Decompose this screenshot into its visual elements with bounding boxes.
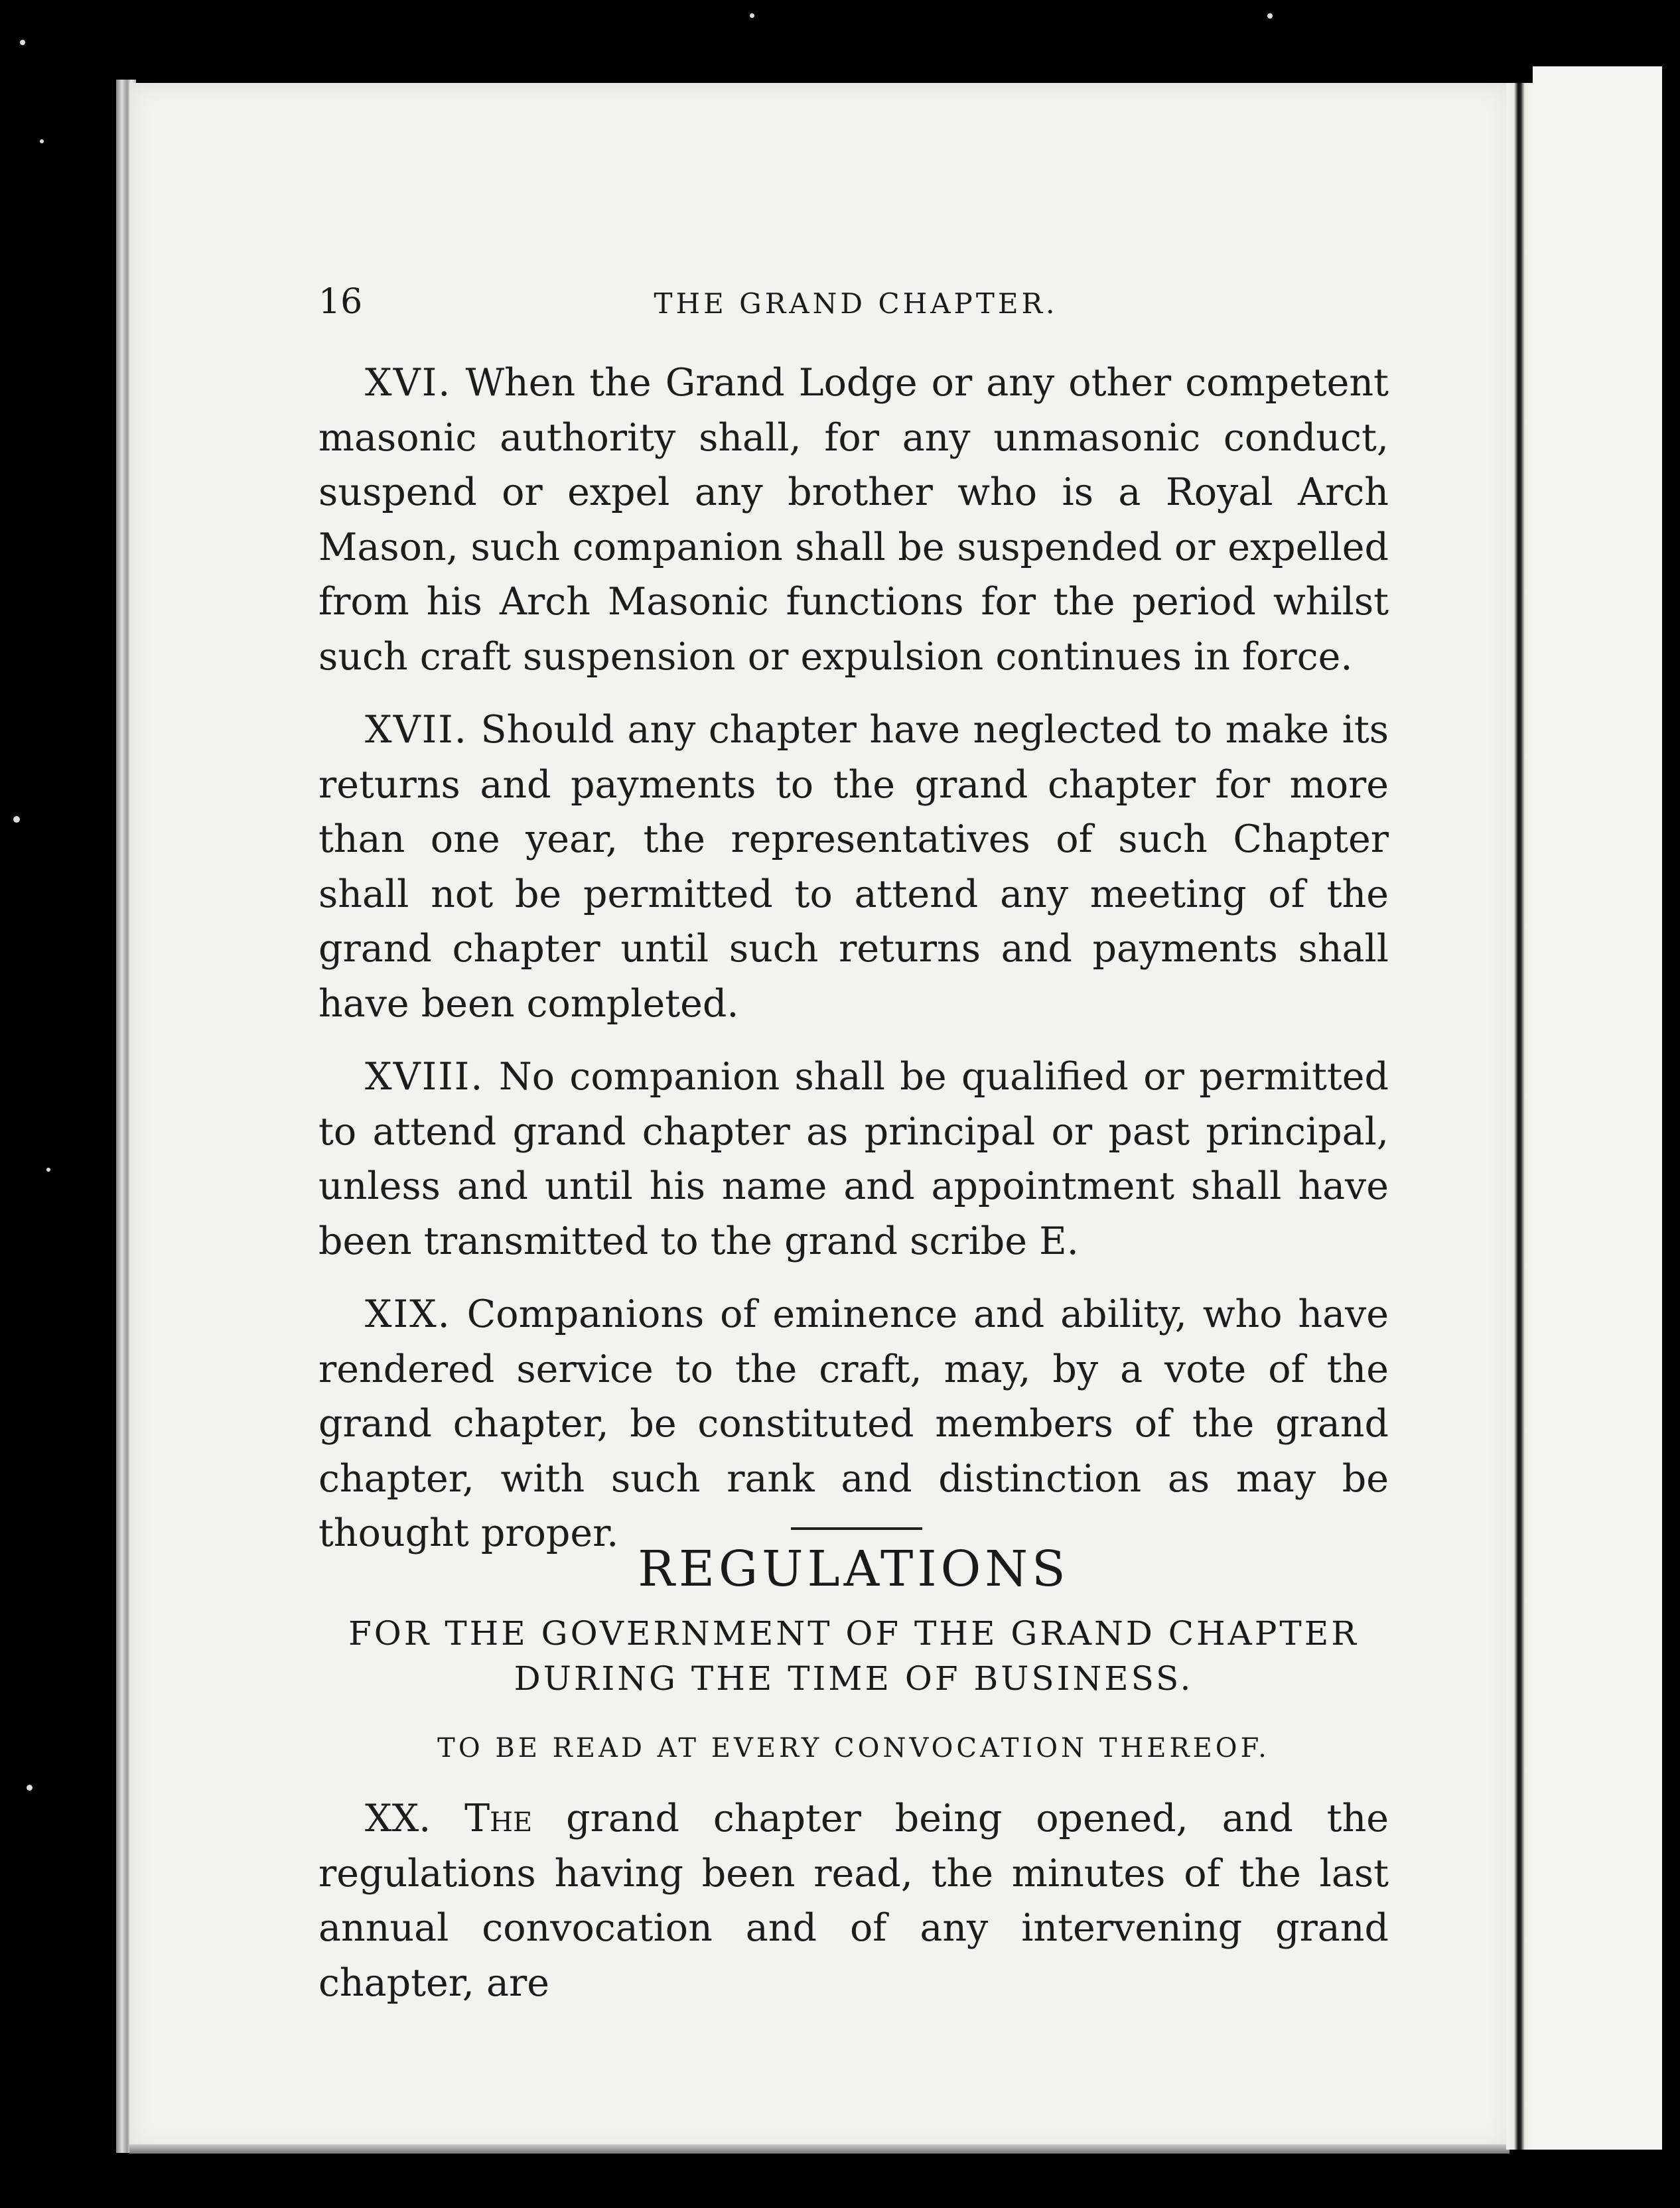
article-text: Should any chapter have neglected to make its returns and payments to the grand chapter for more than one year, the representatives of such Chapter shall not be permitted to attend any meeting of the grand chapter until such returns and payments shall have been completed. — [318, 708, 1389, 1026]
regulations-note: TO BE READ AT EVERY CONVOCATION THEREOF. — [437, 1733, 1270, 1763]
scan-speck — [46, 1168, 50, 1172]
scan-speck — [750, 13, 754, 18]
article-paragraph — [318, 356, 1389, 684]
scan-speck — [13, 816, 20, 823]
article-number: XVI. — [365, 361, 452, 405]
article-paragraph — [318, 1287, 1389, 1561]
scan-speck — [27, 1785, 33, 1791]
scan-speck — [1267, 13, 1273, 19]
article-text: When the Grand Lodge or any other competent masonic authority shall, for any unmasonic conduct, suspend or expel any brother who is a Royal Arch Mason, such companion shall be suspended or expelled from his Arch Masonic functions for the period whilst such craft suspension or expulsion continues in force. — [318, 361, 1389, 679]
article-number: XX. — [365, 1797, 431, 1840]
page-number: 16 — [318, 282, 363, 322]
scan-speck — [40, 139, 44, 143]
article-number: XVIII. — [365, 1055, 484, 1099]
scan-speck — [20, 40, 25, 45]
articles-block — [318, 356, 1389, 1580]
article-text: grand chapter being opened, and the regulations having been read, the minutes of the last annual convocation and of any intervening grand chapter, are — [318, 1797, 1389, 2005]
regulations-heading: REGULATIONS — [638, 1541, 1070, 1598]
article-number: XVII. — [365, 708, 468, 752]
article-text: Companions of eminence and ability, who have rendered service to the craft, may, by a vote of the grand chapter, be constituted members of the grand chapter, with such rank and distinction as may be thought proper. — [318, 1292, 1389, 1555]
facing-page — [1533, 66, 1680, 2150]
article-paragraph — [318, 1050, 1389, 1269]
book-spine — [1506, 83, 1533, 2150]
running-title: THE GRAND CHAPTER. — [654, 287, 1058, 320]
page-bottom-edge — [129, 2144, 1509, 2154]
regulations-subheading — [318, 1611, 1389, 1701]
section-rule — [791, 1527, 922, 1530]
running-head — [318, 282, 1393, 322]
article-text: No companion shall be qualified or permitted to attend grand chapter as principal or past principal, unless and until his name and appointment shall have been transmitted to the grand scribe E. — [318, 1055, 1389, 1263]
facing-page-edge — [1662, 66, 1680, 2150]
subheading-line: FOR THE GOVERNMENT OF THE GRAND CHAPTER — [348, 1614, 1359, 1653]
article-paragraph — [318, 703, 1389, 1031]
article-paragraph — [318, 1791, 1389, 2010]
article-number: XIX. — [365, 1292, 451, 1336]
article-lead-word: The — [464, 1797, 533, 1840]
subheading-line: DURING THE TIME OF BUSINESS. — [514, 1659, 1194, 1698]
